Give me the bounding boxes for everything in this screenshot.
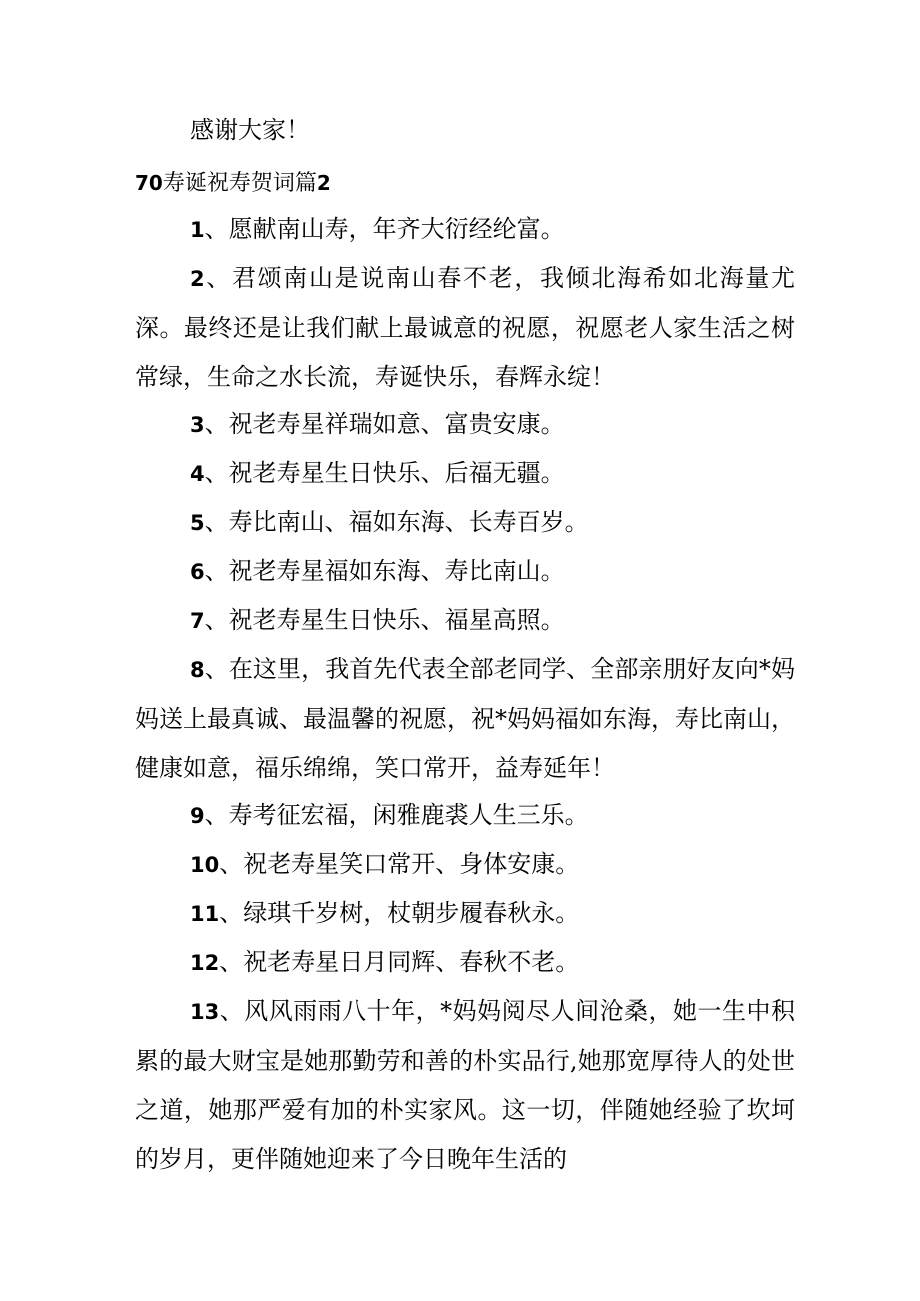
item-number: 9 <box>190 804 205 828</box>
item-text: 、寿比南山、福如东海、长寿百岁。 <box>204 508 589 536</box>
item-text: 、祝老寿星生日快乐、福星高照。 <box>204 606 565 634</box>
item-number: 12 <box>190 951 220 975</box>
item-text: 、祝老寿星笑口常开、身体安康。 <box>219 850 580 878</box>
heading-number: 70 <box>135 171 163 195</box>
item-number: 11 <box>190 902 220 926</box>
item-text: 、寿考征宏福，闲雅鹿裘人生三乐。 <box>204 801 589 829</box>
item-number: 5 <box>190 511 205 535</box>
item-number: 13 <box>190 1000 220 1024</box>
item-number: 8 <box>190 658 205 682</box>
item-number: 2 <box>190 267 205 291</box>
item-text: 、祝老寿星生日快乐、后福无疆。 <box>204 459 565 487</box>
list-item <box>135 840 795 890</box>
list-item <box>135 791 795 841</box>
heading-suffix: 2 <box>316 171 331 195</box>
list-item <box>135 547 795 597</box>
list-item <box>135 400 795 450</box>
list-item <box>135 987 795 1184</box>
item-number: 6 <box>190 560 205 584</box>
item-text: 、绿琪千岁树，杖朝步履春秋永。 <box>219 899 580 927</box>
item-text: 、祝老寿星日月同辉、春秋不老。 <box>219 948 580 976</box>
item-text: 、在这里，我首先代表全部老同学、全部亲朋好友向*妈妈送上最真诚、最温馨的祝愿，祝*妈妈福如东海，寿比南山，健康如意，福乐绵绵，笑口常开，益寿延年！ <box>135 655 795 782</box>
list-item <box>135 645 795 793</box>
item-text: 、祝老寿星福如东海、寿比南山。 <box>204 557 565 585</box>
list-item <box>135 449 795 499</box>
list-item <box>135 254 795 402</box>
item-number: 10 <box>190 853 220 877</box>
list-item <box>135 889 795 939</box>
item-text: 、君颂南山是说南山春不老，我倾北海希如北海量尤深。最终还是让我们献上最诚意的祝愿，祝愿老人家生活之树常绿，生命之水长流，寿诞快乐，春辉永绽！ <box>135 264 795 391</box>
list-item <box>135 596 795 646</box>
item-number: 7 <box>190 609 205 633</box>
list-item <box>135 498 795 548</box>
item-number: 4 <box>190 462 205 486</box>
thanks-paragraph <box>135 106 795 155</box>
list-item <box>135 938 795 988</box>
heading-text: 寿诞祝寿贺词篇 <box>162 171 317 196</box>
item-number: 3 <box>190 413 205 437</box>
section-heading <box>135 168 795 199</box>
thanks-text: 感谢大家！ <box>190 116 310 144</box>
item-text: 、愿献南山寿，年齐大衍经纶富。 <box>204 215 565 243</box>
item-text: 、祝老寿星祥瑞如意、富贵安康。 <box>204 410 565 438</box>
item-number: 1 <box>190 218 205 242</box>
item-text: 、风风雨雨八十年，*妈妈阅尽人间沧桑，她一生中积累的最大财宝是她那勤劳和善的朴实品行,她那宽厚待人的处世之道，她那严爱有加的朴实家风。这一切，伴随她经验了坎坷的岁月，更伴随她迎来了今日晚年生活的 <box>135 997 795 1173</box>
list-item <box>135 205 795 255</box>
